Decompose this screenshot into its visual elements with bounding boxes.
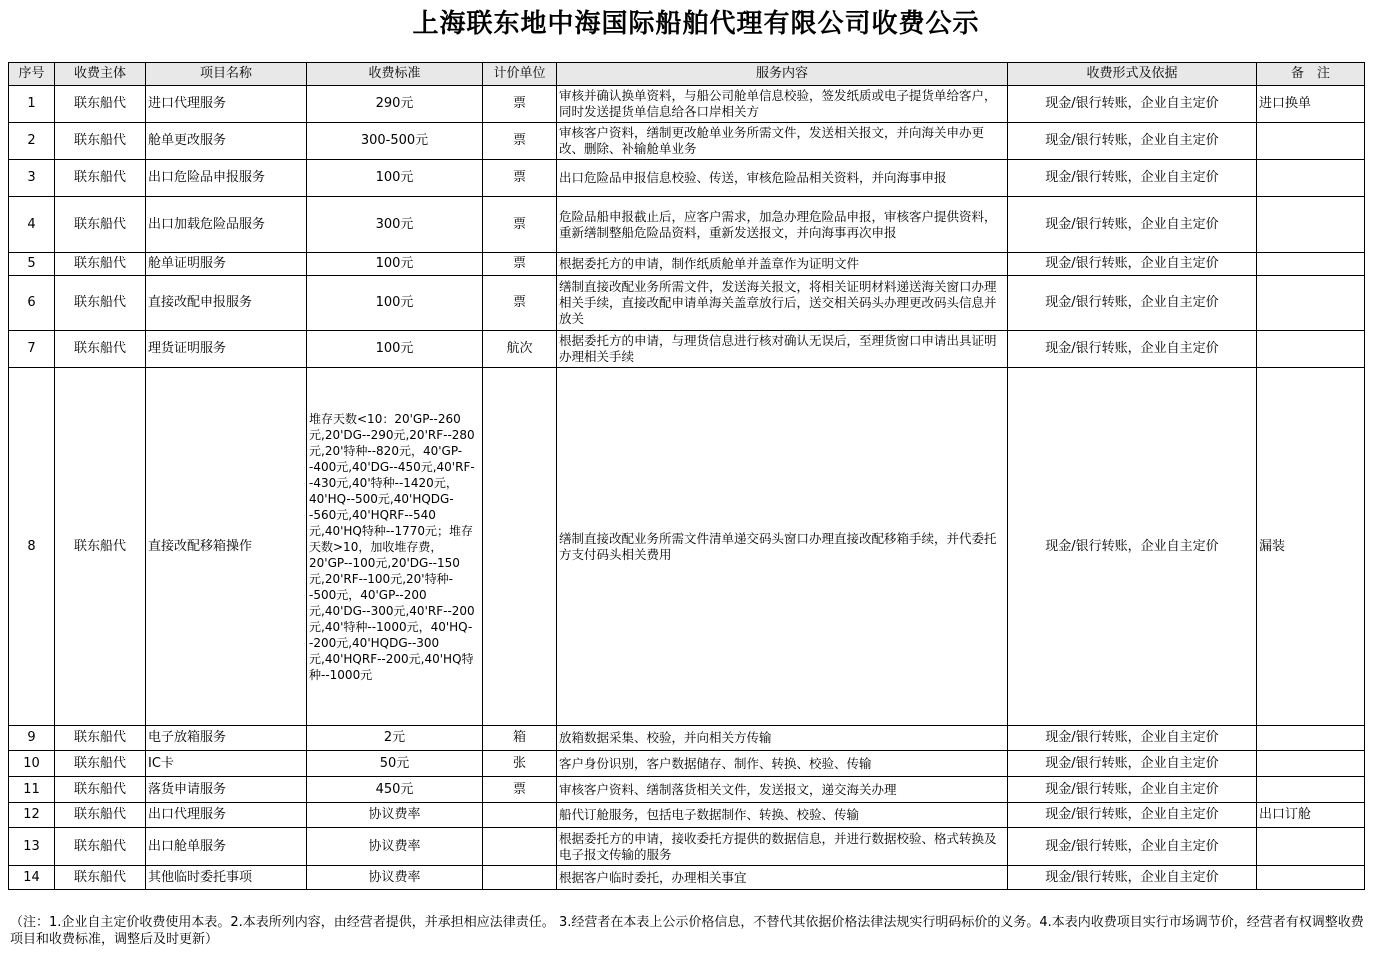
- cell-standard: 290元: [307, 86, 483, 123]
- cell-item: 直接改配申报服务: [146, 276, 307, 331]
- cell-standard: 50元: [307, 751, 483, 777]
- cell-form: 现金/银行转账，企业自主定价: [1008, 751, 1257, 777]
- header-unit: 计价单位: [483, 63, 557, 86]
- cell-content: 审核并确认换单资料，与船公司舱单信息校验，签发纸质或电子提货单给客户，同时发送提货单信息给各口岸相关方: [557, 86, 1008, 123]
- cell-no: 11: [9, 777, 55, 803]
- cell-content: 放箱数据采集、校验，并向相关方传输: [557, 726, 1008, 751]
- cell-no: 14: [9, 866, 55, 890]
- cell-item: 直接改配移箱操作: [146, 368, 307, 726]
- table-row: [9, 803, 1365, 828]
- cell-remark: [1257, 866, 1365, 890]
- cell-no: 8: [9, 368, 55, 726]
- cell-content: 客户身份识别，客户数据储存、制作、转换、校验、传输: [557, 751, 1008, 777]
- cell-content: 危险品船申报截止后，应客户需求，加急办理危险品申报，审核客户提供资料，重新缮制整船危险品资料，重新发送报文，并向海事再次申报: [557, 197, 1008, 253]
- cell-no: 4: [9, 197, 55, 253]
- cell-unit: 票: [483, 197, 557, 253]
- cell-form: 现金/银行转账，企业自主定价: [1008, 828, 1257, 866]
- cell-standard: 100元: [307, 253, 483, 276]
- cell-form: 现金/银行转账，企业自主定价: [1008, 726, 1257, 751]
- cell-entity: 联东船代: [55, 368, 146, 726]
- cell-standard: 100元: [307, 276, 483, 331]
- table-row: [9, 123, 1365, 160]
- table-row: [9, 331, 1365, 368]
- cell-unit: [483, 803, 557, 828]
- cell-item: 出口代理服务: [146, 803, 307, 828]
- table-row: [9, 866, 1365, 890]
- cell-standard: 300元: [307, 197, 483, 253]
- header-remark: 备 注: [1257, 63, 1365, 86]
- cell-no: 2: [9, 123, 55, 160]
- cell-entity: 联东船代: [55, 726, 146, 751]
- cell-no: 13: [9, 828, 55, 866]
- cell-unit: 票: [483, 276, 557, 331]
- cell-remark: 出口订舱: [1257, 803, 1365, 828]
- cell-form: 现金/银行转账，企业自主定价: [1008, 86, 1257, 123]
- cell-item: 出口加载危险品服务: [146, 197, 307, 253]
- cell-item: 落货申请服务: [146, 777, 307, 803]
- cell-content: 缮制直接改配业务所需文件清单递交码头窗口办理直接改配移箱手续，并代委托方支付码头相关费用: [557, 368, 1008, 726]
- table-row: [9, 777, 1365, 803]
- cell-form: 现金/银行转账，企业自主定价: [1008, 331, 1257, 368]
- cell-unit: 票: [483, 777, 557, 803]
- cell-no: 5: [9, 253, 55, 276]
- cell-content: 审核客户资料，缮制更改舱单业务所需文件，发送相关报文，并向海关申办更改、删除、补输舱单业务: [557, 123, 1008, 160]
- cell-entity: 联东船代: [55, 828, 146, 866]
- header-item: 项目名称: [146, 63, 307, 86]
- cell-item: 进口代理服务: [146, 86, 307, 123]
- table-row: [9, 86, 1365, 123]
- table-header-row: [9, 63, 1365, 86]
- cell-content: 根据委托方的申请，与理货信息进行核对确认无误后，至理货窗口申请出具证明办理相关手续: [557, 331, 1008, 368]
- cell-item: 出口舱单服务: [146, 828, 307, 866]
- cell-remark: [1257, 123, 1365, 160]
- cell-entity: 联东船代: [55, 331, 146, 368]
- cell-entity: 联东船代: [55, 160, 146, 197]
- cell-unit: [483, 368, 557, 726]
- cell-remark: [1257, 828, 1365, 866]
- cell-item: 电子放箱服务: [146, 726, 307, 751]
- table-row: [9, 828, 1365, 866]
- cell-content: 审核客户资料、缮制落货相关文件，发送报文，递交海关办理: [557, 777, 1008, 803]
- cell-unit: 票: [483, 160, 557, 197]
- cell-no: 6: [9, 276, 55, 331]
- cell-no: 12: [9, 803, 55, 828]
- cell-item: IC卡: [146, 751, 307, 777]
- cell-remark: [1257, 726, 1365, 751]
- cell-form: 现金/银行转账，企业自主定价: [1008, 160, 1257, 197]
- cell-form: 现金/银行转账，企业自主定价: [1008, 866, 1257, 890]
- cell-no: 10: [9, 751, 55, 777]
- cell-unit: 航次: [483, 331, 557, 368]
- cell-form: 现金/银行转账，企业自主定价: [1008, 123, 1257, 160]
- cell-item: 其他临时委托事项: [146, 866, 307, 890]
- cell-entity: 联东船代: [55, 253, 146, 276]
- cell-entity: 联东船代: [55, 803, 146, 828]
- cell-unit: 票: [483, 123, 557, 160]
- cell-content: 根据客户临时委托，办理相关事宜: [557, 866, 1008, 890]
- cell-form: 现金/银行转账，企业自主定价: [1008, 777, 1257, 803]
- cell-standard: 100元: [307, 160, 483, 197]
- cell-no: 1: [9, 86, 55, 123]
- cell-unit: [483, 866, 557, 890]
- cell-remark: 漏装: [1257, 368, 1365, 726]
- cell-unit: 票: [483, 86, 557, 123]
- cell-remark: [1257, 276, 1365, 331]
- cell-item: 理货证明服务: [146, 331, 307, 368]
- cell-unit: 箱: [483, 726, 557, 751]
- cell-content: 根据委托方的申请，制作纸质舱单并盖章作为证明文件: [557, 253, 1008, 276]
- footnote: （注：1.企业自主定价收费使用本表。2.本表所列内容，由经营者提供，并承担相应法律责任。 3.经营者在本表上公示价格信息，不替代其依据价格法律法规实行明码标价的义务。4.本表内收费项目实行市场调节价，经营者有权调整收费项目和收费标准，调整后及时更新）: [10, 915, 1364, 947]
- cell-no: 3: [9, 160, 55, 197]
- cell-content: 出口危险品申报信息校验、传送，审核危险品相关资料，并向海事申报: [557, 160, 1008, 197]
- cell-standard: 协议费率: [307, 803, 483, 828]
- header-no: 序号: [9, 63, 55, 86]
- cell-entity: 联东船代: [55, 276, 146, 331]
- table-row: [9, 726, 1365, 751]
- cell-standard: 450元: [307, 777, 483, 803]
- cell-remark: [1257, 160, 1365, 197]
- table-row: [9, 751, 1365, 777]
- cell-entity: 联东船代: [55, 86, 146, 123]
- cell-unit: 张: [483, 751, 557, 777]
- cell-entity: 联东船代: [55, 866, 146, 890]
- cell-unit: [483, 828, 557, 866]
- cell-no: 7: [9, 331, 55, 368]
- cell-unit: 票: [483, 253, 557, 276]
- cell-item: 舱单更改服务: [146, 123, 307, 160]
- cell-item: 出口危险品申报服务: [146, 160, 307, 197]
- cell-remark: [1257, 253, 1365, 276]
- page-title: 上海联东地中海国际船舶代理有限公司收费公示: [412, 9, 980, 39]
- cell-standard: 堆存天数<10：20'GP--260元,20'DG--290元,20'RF--280元,20'特种--820元，40'GP--400元,40'DG--450元,40'RF--430元,40'特种--1420元，40'HQ--500元,40'HQDG--560元,40'HQRF--540元,40'HQ特种--1770元；堆存天数>10，加收堆存费，20'GP--100元,20'DG--150元,20'RF--100元,20'特种--500元，40'GP--200元,40'DG--300元,40'RF--200元,40'特种--1000元，40'HQ--200元,40'HQDG--300元,40'HQRF--200元,40'HQ特种--1000元: [307, 368, 483, 726]
- fee-table: [8, 62, 1365, 890]
- cell-standard: 100元: [307, 331, 483, 368]
- table-row: [9, 253, 1365, 276]
- cell-item: 舱单证明服务: [146, 253, 307, 276]
- table-row: [9, 197, 1365, 253]
- cell-standard: 300-500元: [307, 123, 483, 160]
- cell-standard: 2元: [307, 726, 483, 751]
- cell-content: 缮制直接改配业务所需文件，发送海关报文，将相关证明材料递送海关窗口办理相关手续，直接改配申请单海关盖章放行后，送交相关码头办理更改码头信息并放关: [557, 276, 1008, 331]
- cell-entity: 联东船代: [55, 777, 146, 803]
- cell-remark: 进口换单: [1257, 86, 1365, 123]
- cell-remark: [1257, 751, 1365, 777]
- table-row: [9, 276, 1365, 331]
- cell-form: 现金/银行转账，企业自主定价: [1008, 803, 1257, 828]
- header-content: 服务内容: [557, 63, 1008, 86]
- cell-form: 现金/银行转账，企业自主定价: [1008, 368, 1257, 726]
- cell-no: 9: [9, 726, 55, 751]
- cell-remark: [1257, 197, 1365, 253]
- cell-remark: [1257, 777, 1365, 803]
- cell-entity: 联东船代: [55, 751, 146, 777]
- cell-entity: 联东船代: [55, 123, 146, 160]
- cell-form: 现金/银行转账，企业自主定价: [1008, 276, 1257, 331]
- cell-content: 船代订舱服务，包括电子数据制作、转换、校验、传输: [557, 803, 1008, 828]
- cell-form: 现金/银行转账，企业自主定价: [1008, 197, 1257, 253]
- cell-entity: 联东船代: [55, 197, 146, 253]
- header-form: 收费形式及依据: [1008, 63, 1257, 86]
- header-standard: 收费标准: [307, 63, 483, 86]
- cell-standard: 协议费率: [307, 828, 483, 866]
- table-row: [9, 160, 1365, 197]
- cell-remark: [1257, 331, 1365, 368]
- cell-standard: 协议费率: [307, 866, 483, 890]
- cell-content: 根据委托方的申请，接收委托方提供的数据信息，并进行数据校验、格式转换及电子报文传输的服务: [557, 828, 1008, 866]
- table-row: [9, 368, 1365, 726]
- cell-form: 现金/银行转账，企业自主定价: [1008, 253, 1257, 276]
- header-entity: 收费主体: [55, 63, 146, 86]
